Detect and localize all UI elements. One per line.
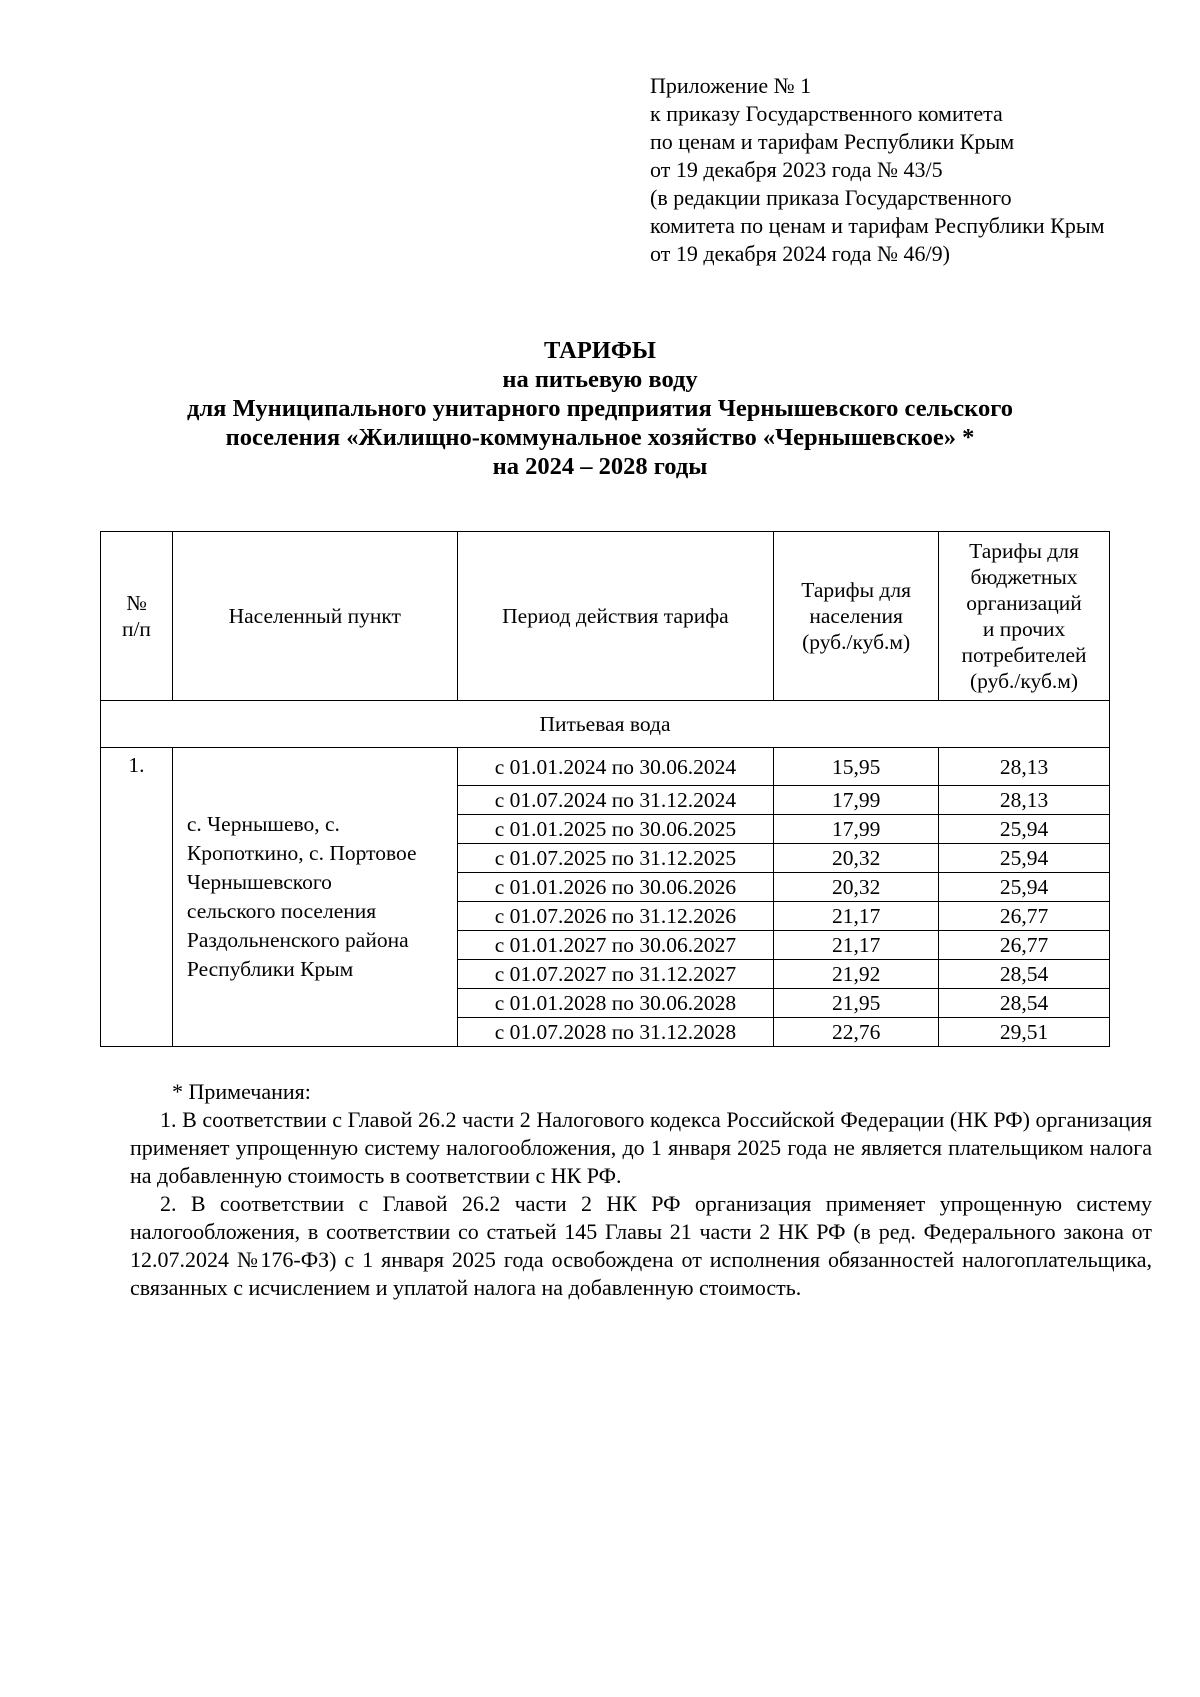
appendix-line: к приказу Государственного комитета: [650, 101, 1003, 126]
budget-tariff-cell: 25,94: [939, 815, 1110, 844]
budget-tariff-cell: 28,54: [939, 960, 1110, 989]
population-tariff-cell: 15,95: [774, 748, 939, 786]
population-tariff-cell: 20,32: [774, 873, 939, 902]
title-line: на 2024 – 2028 годы: [492, 453, 708, 480]
population-tariff-cell: 20,32: [774, 844, 939, 873]
population-tariff-cell: 21,92: [774, 960, 939, 989]
document-title: [100, 336, 1100, 481]
budget-tariff-cell: 26,77: [939, 931, 1110, 960]
period-cell: с 01.01.2024 по 30.06.2024: [457, 748, 774, 786]
notes-heading: * Примечания:: [172, 1079, 311, 1104]
place-line: Чернышевского: [186, 870, 332, 894]
header-budget-line: организаций: [966, 591, 1082, 615]
row-number: 1.: [101, 748, 173, 1047]
note-item: 2. В соответствии с Главой 26.2 части 2 НК РФ организация применяет упрощенную систему налогообложения, в соответствии со статьей 145 Главы 21 части 2 НК РФ (в ред. Федерального закона от 12.07.2024 №176-ФЗ) с 1 января 2025 года освобождена от исполнения обязанностей налогоплательщика, связанных с исчислением и уплатой налога на добавленную стоимость.: [130, 1191, 1152, 1300]
place-cell: [172, 748, 457, 1047]
population-tariff-cell: 21,17: [774, 902, 939, 931]
header-number: [101, 532, 173, 701]
period-cell: с 01.07.2024 по 31.12.2024: [457, 786, 774, 815]
appendix-line: (в редакции приказа Государственного: [650, 185, 1012, 210]
table-header-row: [101, 532, 1110, 701]
appendix-line: от 19 декабря 2023 года № 43/5: [650, 157, 943, 182]
title-line: на питьевую воду: [502, 366, 698, 393]
appendix-line: комитета по ценам и тарифам Республики Крым: [650, 213, 1105, 238]
section-row: [101, 701, 1110, 748]
budget-tariff-cell: 26,77: [939, 902, 1110, 931]
budget-tariff-cell: 28,13: [939, 786, 1110, 815]
header-budget-line: потребителей: [961, 643, 1087, 667]
title-line: поселения «Жилищно-коммунальное хозяйство «Чернышевское» *: [225, 424, 975, 451]
place-line: Кропоткино, с. Портовое: [186, 841, 417, 865]
budget-tariff-cell: 28,54: [939, 989, 1110, 1018]
appendix-line: от 19 декабря 2024 года № 46/9): [650, 241, 950, 266]
population-tariff-cell: 22,76: [774, 1018, 939, 1047]
population-tariff-cell: 17,99: [774, 815, 939, 844]
population-tariff-cell: 21,95: [774, 989, 939, 1018]
population-tariff-cell: 21,17: [774, 931, 939, 960]
header-number-line: п/п: [121, 617, 151, 641]
place-line: с. Чернышево, с.: [186, 812, 340, 836]
header-budget-line: и прочих: [982, 617, 1066, 641]
title-line: ТАРИФЫ: [544, 337, 656, 364]
title-line: для Муниципального унитарного предприятия Чернышевского сельского: [187, 395, 1013, 422]
header-place: Населенный пункт: [172, 532, 457, 701]
budget-tariff-cell: 25,94: [939, 873, 1110, 902]
population-tariff-cell: 17,99: [774, 786, 939, 815]
appendix-header: [650, 72, 1170, 268]
header-population-line: (руб./куб.м): [802, 630, 911, 654]
section-label: Питьевая вода: [101, 701, 1110, 748]
header-number-line: №: [126, 591, 147, 615]
period-cell: с 01.07.2026 по 31.12.2026: [457, 902, 774, 931]
period-cell: с 01.07.2028 по 31.12.2028: [457, 1018, 774, 1047]
header-budget-line: Тарифы для: [969, 539, 1079, 563]
header-budget-tariff: [939, 532, 1110, 701]
period-cell: с 01.07.2025 по 31.12.2025: [457, 844, 774, 873]
place-line: сельского поселения: [186, 899, 377, 923]
place-line: Раздольненского района: [186, 928, 409, 952]
budget-tariff-cell: 29,51: [939, 1018, 1110, 1047]
table-row: [101, 748, 1110, 786]
period-cell: с 01.01.2028 по 30.06.2028: [457, 989, 774, 1018]
place-line: Республики Крым: [186, 957, 354, 981]
budget-tariff-cell: 25,94: [939, 844, 1110, 873]
period-cell: с 01.01.2025 по 30.06.2025: [457, 815, 774, 844]
header-budget-line: бюджетных: [970, 565, 1078, 589]
header-budget-line: (руб./куб.м): [969, 669, 1079, 693]
appendix-line: Приложение № 1: [650, 73, 812, 98]
period-cell: с 01.01.2026 по 30.06.2026: [457, 873, 774, 902]
header-population-line: населения: [809, 604, 903, 628]
header-population-line: Тарифы для: [801, 578, 911, 602]
tariffs-table: [100, 531, 1110, 1047]
period-cell: с 01.01.2027 по 30.06.2027: [457, 931, 774, 960]
period-cell: с 01.07.2027 по 31.12.2027: [457, 960, 774, 989]
appendix-line: по ценам и тарифам Республики Крым: [650, 129, 1015, 154]
notes-section: [130, 1078, 1152, 1302]
budget-tariff-cell: 28,13: [939, 748, 1110, 786]
header-period: Период действия тарифа: [457, 532, 774, 701]
header-population-tariff: [774, 532, 939, 701]
note-item: 1. В соответствии с Главой 26.2 части 2 Налогового кодекса Российской Федерации (НК РФ) организация применяет упрощенную систему налогообложения, до 1 января 2025 года не является плательщиком налога на добавленную стоимость в соответствии с НК РФ.: [130, 1107, 1152, 1188]
